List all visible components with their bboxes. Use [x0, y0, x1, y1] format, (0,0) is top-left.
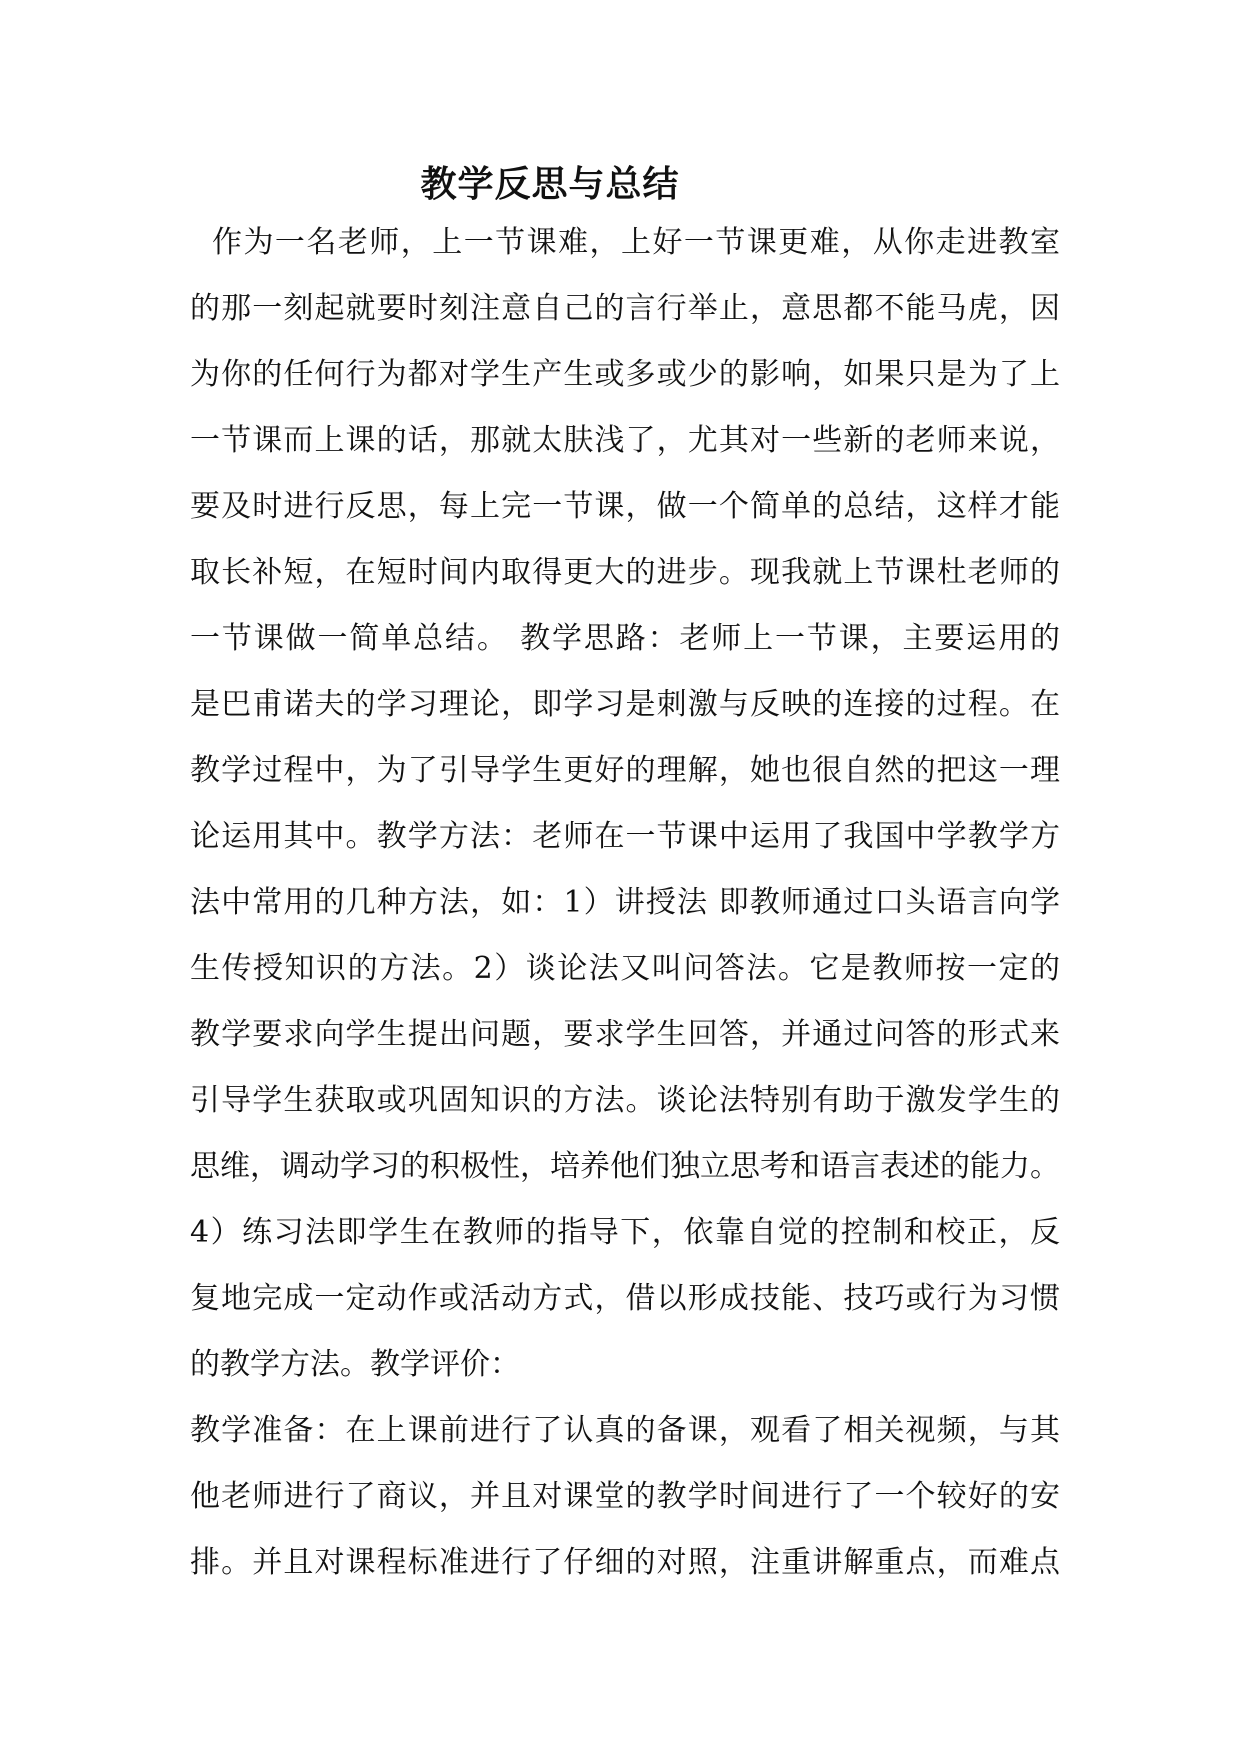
- text-line: 教学要求向学生提出问题，要求学生回答，并通过问答的形式来: [190, 1017, 1060, 1052]
- text-line: 法中常用的几种方法，如：1）讲授法 即教师通过口头语言向学: [190, 885, 1060, 920]
- text-line: 论运用其中。教学方法：老师在一节课中运用了我国中学教学方: [190, 819, 1060, 854]
- document-title: 教学反思与总结: [420, 163, 680, 205]
- text-line: 为你的任何行为都对学生产生或多或少的影响，如果只是为了上: [190, 357, 1060, 392]
- text-line: 是巴甫诺夫的学习理论，即学习是刺激与反映的连接的过程。在: [190, 687, 1060, 722]
- text-line: 4）练习法即学生在教师的指导下，依靠自觉的控制和校正，反: [190, 1215, 1060, 1250]
- text-line: 的那一刻起就要时刻注意自己的言行举止，意思都不能马虎，因: [190, 291, 1060, 326]
- text-line: 排。并且对课程标准进行了仔细的对照，注重讲解重点，而难点: [190, 1545, 1060, 1580]
- text-line: 一节课而上课的话，那就太肤浅了，尤其对一些新的老师来说，: [190, 423, 1060, 458]
- text-line: 一节课做一简单总结。 教学思路：老师上一节课，主要运用的: [190, 621, 1060, 656]
- text-line: 教学过程中，为了引导学生更好的理解，她也很自然的把这一理: [190, 753, 1060, 788]
- text-line: 思维，调动学习的积极性，培养他们独立思考和语言表述的能力。: [190, 1149, 1060, 1184]
- text-line: 引导学生获取或巩固知识的方法。谈论法特别有助于激发学生的: [190, 1083, 1060, 1118]
- text-line: 复地完成一定动作或活动方式，借以形成技能、技巧或行为习惯: [190, 1281, 1060, 1316]
- text-line: 的教学方法。教学评价：: [190, 1347, 520, 1382]
- text-line: 取长补短，在短时间内取得更大的进步。现我就上节课杜老师的: [190, 555, 1060, 590]
- text-line: 生传授知识的方法。2）谈论法又叫问答法。它是教师按一定的: [190, 951, 1060, 986]
- text-line: 教学准备：在上课前进行了认真的备课，观看了相关视频，与其: [190, 1413, 1060, 1448]
- text-line: 要及时进行反思，每上完一节课，做一个简单的总结，这样才能: [190, 489, 1060, 524]
- text-line: 他老师进行了商议，并且对课堂的教学时间进行了一个较好的安: [190, 1479, 1060, 1514]
- text-line: 作为一名老师，上一节课难，上好一节课更难，从你走进教室: [212, 225, 1060, 260]
